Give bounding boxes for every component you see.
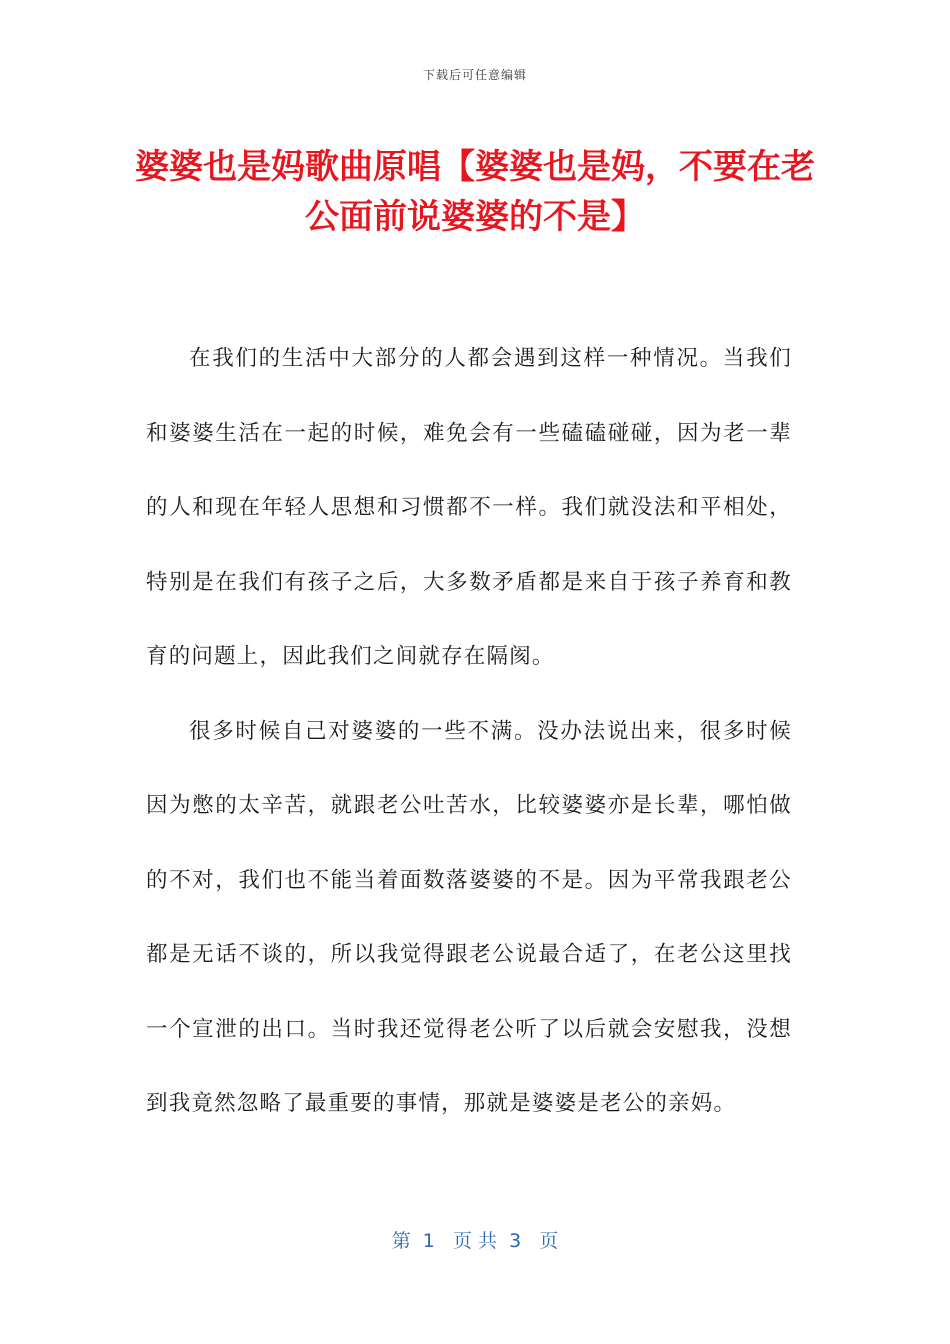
- header-note: 下载后可任意编辑: [422, 68, 527, 82]
- paragraph: 很多时候自己对婆婆的一些不满。没办法说出来，很多时候因为憋的太辛苦，就跟老公吐苦水，比较婆婆亦是长辈，哪怕做的不对，我们也不能当着面数落婆婆的不是。因为平常我跟老公都是无话不谈的，所以我觉得跟老公说最合适了，在老公这里找一个宣泄的出口。当时我还觉得老公听了以后就会安慰我，没想到我竟然忽略了最重要的事情，那就是婆婆是老公的亲妈。: [146, 718, 792, 1116]
- page-number-footer: 第 1 页 共 3 页: [391, 1230, 559, 1252]
- paragraph: 在我们的生活中大部分的人都会遇到这样一种情况。当我们和婆婆生活在一起的时候，难免会有一些磕磕碰碰，因为老一辈的人和现在年轻人思想和习惯都不一样。我们就没法和平相处，特别是在我们有孩子之后，大多数矛盾都是来自于孩子养育和教育的问题上，因此我们之间就存在隔阂。: [146, 346, 792, 669]
- document-body: [146, 322, 792, 1142]
- document-title: 婆婆也是妈歌曲原唱【婆婆也是妈，不要在老公面前说婆婆的不是】: [135, 147, 815, 237]
